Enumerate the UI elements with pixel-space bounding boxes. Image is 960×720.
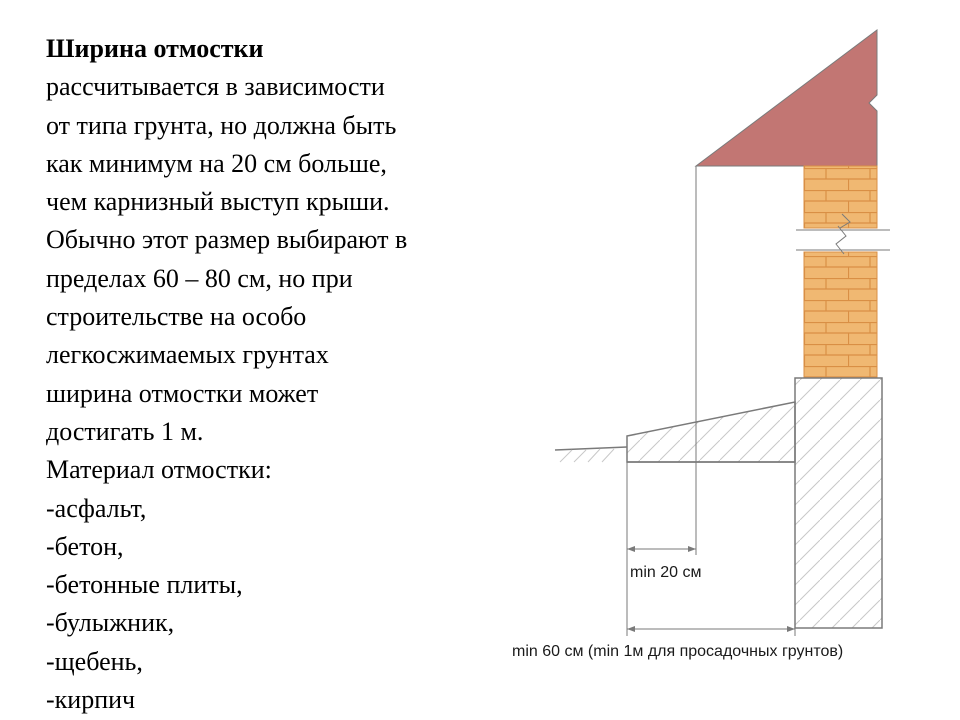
material-item: -бетонные плиты, <box>46 570 243 600</box>
description-line: рассчитывается в зависимости <box>46 72 385 102</box>
description-line: легкосжимаемых грунтах <box>46 340 329 370</box>
description-line: как минимум на 20 см больше, <box>46 148 387 178</box>
material-item: -бетон, <box>46 531 124 561</box>
brick-wall-upper <box>804 166 877 228</box>
description-line: достигать 1 м. <box>46 416 204 446</box>
material-item: -булыжник, <box>46 608 175 638</box>
description-line: от типа грунта, но должна быть <box>46 110 397 140</box>
foundation <box>795 378 882 628</box>
wall-break-mark <box>796 226 890 254</box>
dimension-min-60 <box>627 626 795 632</box>
dimension-min-60-label: min 60 см (min 1м для просадочных грунтов) <box>512 643 844 660</box>
roof-slope <box>696 30 877 166</box>
description-title: Ширина отмостки <box>46 34 264 63</box>
materials-heading: Материал отмостки: <box>46 455 272 485</box>
description-line: ширина отмостки может <box>46 378 319 408</box>
material-item: -кирпич <box>46 685 136 715</box>
description-line: строительстве на особо <box>46 302 307 332</box>
description-line: пределах 60 – 80 см, но при <box>46 263 353 293</box>
description-line: Обычно этот размер выбирают в <box>46 225 408 255</box>
description-line: чем карнизный выступ крыши. <box>46 187 390 217</box>
brick-wall-lower <box>804 252 877 378</box>
material-item: -щебень, <box>46 646 143 676</box>
material-item: -асфальт, <box>46 493 147 523</box>
dimension-min-20 <box>627 546 696 552</box>
blind-area-slab <box>627 402 795 462</box>
dimension-min-20-label: min 20 см <box>630 564 702 581</box>
